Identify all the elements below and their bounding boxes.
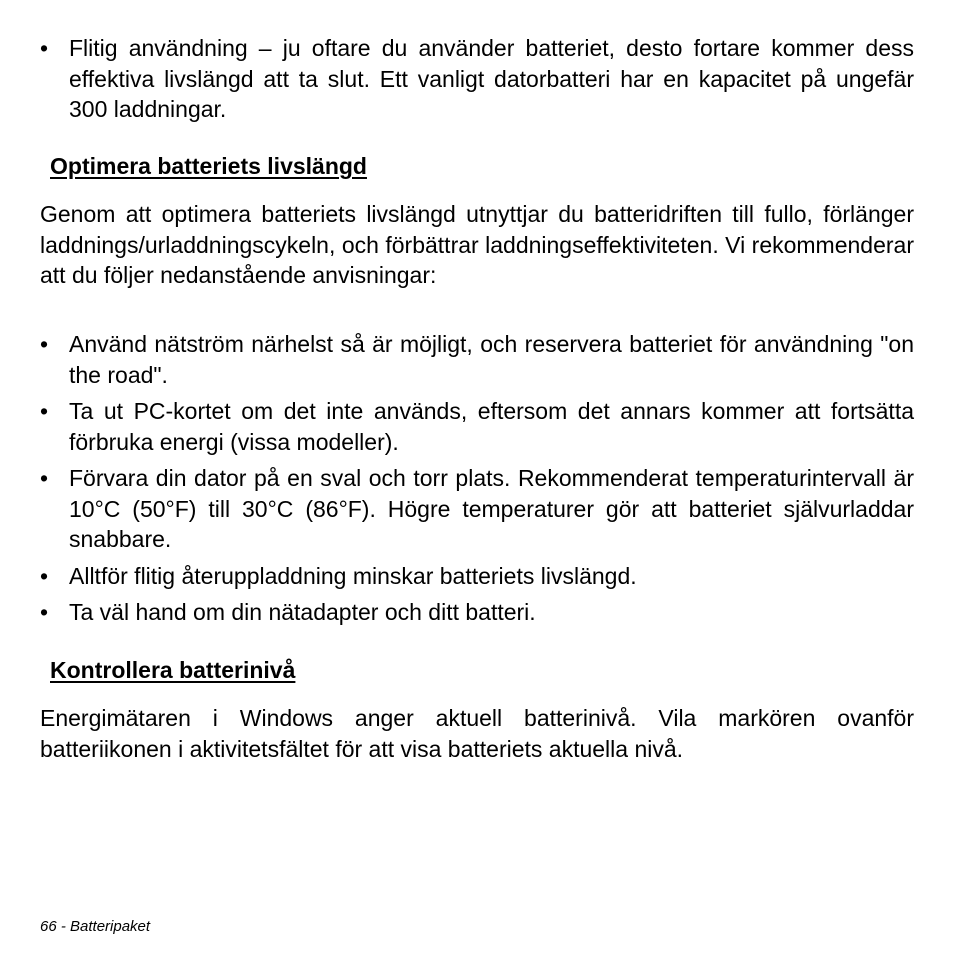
bullet-icon: • [40, 331, 49, 357]
list-item-text: Ta ut PC-kortet om det inte används, eftersom det annars kommer att fortsätta förbruka energi (vissa modeller). [69, 398, 914, 455]
section-body-paragraph: Energimätaren i Windows anger aktuell batterinivå. Vila markören ovanför batteriikonen i aktivitetsfältet för att visa batteriets aktuella nivå. [40, 705, 914, 762]
bullet-icon: • [40, 398, 49, 424]
section-heading-check-level: Kontrollera batterinivå [50, 657, 296, 683]
page-footer: 66 - Batteripaket [40, 918, 151, 935]
list-item-text: Flitig användning – ju oftare du använder batteriet, desto fortare kommer dess effektiva livslängd att ta slut. Ett vanligt datorbatteri har en kapacitet på ungefär 300 laddningar. [69, 35, 914, 122]
section-heading-optimize: Optimera batteriets livslängd [50, 153, 367, 179]
section-intro-paragraph: Genom att optimera batteriets livslängd utnyttjar du batteridriften till fullo, förlänger laddnings/urladdningscykeln, och förbättrar laddningseffektiviteten. Vi rekommenderar att du följer nedanstående anvisningar: [40, 201, 914, 288]
list-item-text: Alltför flitig återuppladdning minskar batteriets livslängd. [69, 563, 637, 589]
bullet-icon: • [40, 35, 49, 61]
bullet-icon: • [40, 563, 49, 589]
list-item-text: Ta väl hand om din nätadapter och ditt batteri. [69, 599, 536, 625]
list-item-text: Förvara din dator på en sval och torr plats. Rekommenderat temperaturintervall är 10°C (50°F) till 30°C (86°F). Högre temperaturer gör att batteriet självurladdar snabbare. [69, 465, 914, 552]
bullet-icon: • [40, 599, 49, 625]
list-item-text: Använd nätström närhelst så är möjligt, och reservera batteriet för användning "on the road". [69, 331, 914, 388]
bullet-icon: • [40, 465, 49, 491]
